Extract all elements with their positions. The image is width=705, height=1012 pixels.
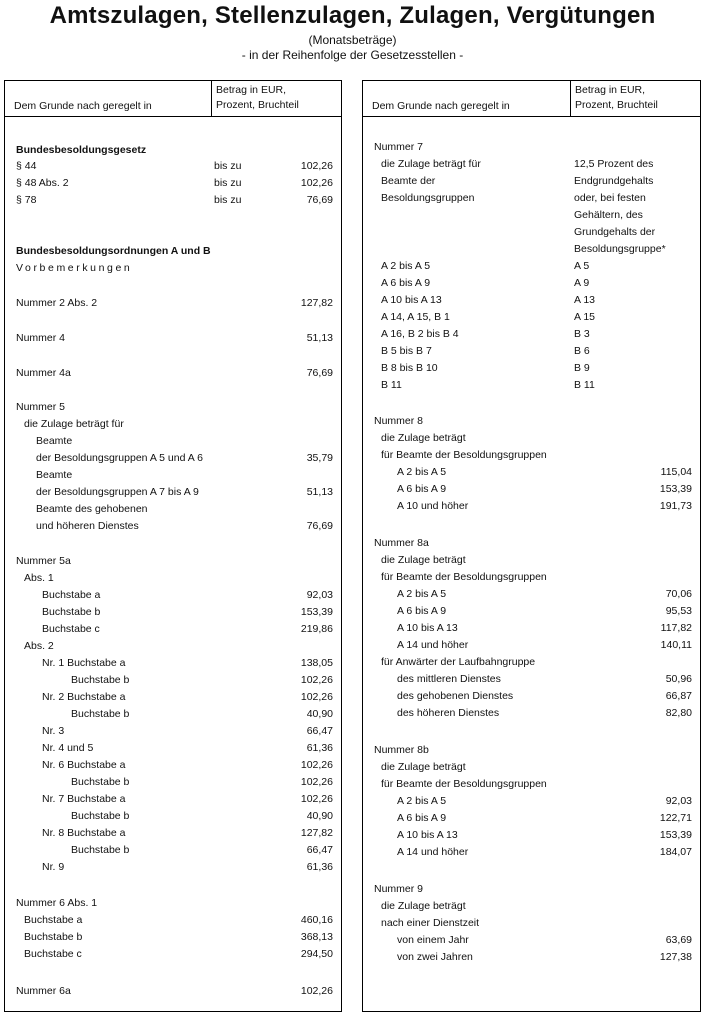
table-row [363,309,700,325]
row-label: A 14, A 15, B 1 [381,311,450,323]
row-label: von zwei Jahren [397,951,473,963]
row-amount: 51,13 [306,486,333,498]
page-subtitle-order: - in der Reihenfolge der Gesetzesstellen - [241,48,464,62]
row-amount: 127,38 [659,951,692,963]
row-label: Buchstabe c [24,948,82,960]
row-label: für Beamte der Besoldungsgruppen [381,778,547,790]
row-label: für Anwärter der Laufbahngruppe [381,656,536,668]
left-table-header [5,81,341,117]
table-row [363,156,700,172]
table-row [5,295,341,311]
row-rate-text: A 13 [574,294,596,306]
row-amount: 115,04 [660,466,692,478]
row-amount: 92,03 [306,589,333,601]
row-label: Nummer 7 [374,141,424,153]
table-row [363,688,700,704]
table-row [363,377,700,393]
row-label: Nr. 4 und 5 [42,742,94,754]
table-row [363,586,700,602]
table-row [363,569,700,585]
row-rate-text: B 9 [574,362,590,374]
table-row [5,672,341,688]
row-label: die Zulage beträgt [381,432,466,444]
row-label: Bundesbesoldungsgesetz [16,144,147,156]
row-amount: 66,47 [306,844,333,856]
table-row [5,399,341,415]
row-amount: 95,53 [665,605,692,617]
table-row [5,175,341,191]
table-row [363,241,700,257]
row-label: § 44 [16,160,37,172]
table-row [5,501,341,517]
row-amount: 102,26 [300,776,333,788]
table-row [5,553,341,569]
table-row [5,192,341,208]
row-amount: 184,07 [659,846,692,858]
table-row [5,142,341,158]
row-label: A 2 bis A 5 [397,588,447,600]
table-row [5,638,341,654]
row-label: Nummer 8 [374,415,424,427]
row-label: Beamte [36,469,73,481]
header-amount-label: Betrag in EUR, Prozent, Bruchteil [575,84,658,111]
table-row [5,723,341,739]
table-row [5,808,341,824]
row-amount: 102,26 [300,691,333,703]
row-label: A 10 bis A 13 [397,622,458,634]
row-label: Beamte [36,435,73,447]
table-row [363,810,700,826]
right-table-header [363,81,700,117]
table-row [363,671,700,687]
row-label: der Besoldungsgruppen A 7 bis A 9 [36,486,199,498]
table-row [363,759,700,775]
row-label: Nr. 7 Buchstabe a [42,793,126,805]
row-label: und höheren Dienstes [36,520,139,532]
table-row [363,413,700,429]
row-label: A 6 bis A 9 [397,812,447,824]
row-amount: 76,69 [306,520,333,532]
row-label: A 2 bis A 5 [381,260,431,272]
row-amount: 66,47 [306,725,333,737]
row-amount: 219,86 [300,623,333,635]
table-row [5,243,341,259]
row-label: A 10 und höher [397,500,469,512]
table-row [363,552,700,568]
table-row [363,932,700,948]
row-amount: 127,82 [300,827,333,839]
row-amount: 51,13 [306,332,333,344]
row-amount: 102,26 [300,160,333,172]
table-row [5,570,341,586]
table-row [5,740,341,756]
table-row [363,224,700,240]
row-amount: 460,16 [300,914,333,926]
row-label: Buchstabe a [24,914,83,926]
row-rate-text: 12,5 Prozent des [574,158,654,170]
table-row [363,705,700,721]
table-row [363,620,700,636]
row-label: Nummer 9 [374,883,424,895]
header-divider [211,81,212,116]
row-label: Nr. 6 Buchstabe a [42,759,126,771]
table-row [5,604,341,620]
row-label: Nummer 4a [16,367,71,379]
row-label: von einem Jahr [397,934,469,946]
row-amount: 127,82 [300,297,333,309]
row-amount: 140,11 [660,639,692,651]
row-amount: 117,82 [660,622,692,634]
table-row [363,498,700,514]
row-amount: 63,69 [665,934,692,946]
table-row [5,621,341,637]
row-amount: 40,90 [306,810,333,822]
table-row [363,447,700,463]
table-row [363,844,700,860]
row-qualifier: bis zu [214,177,242,189]
row-amount: 191,73 [659,500,692,512]
row-qualifier: bis zu [214,160,242,172]
row-label: A 6 bis A 9 [397,605,447,617]
row-label: A 16, B 2 bis B 4 [381,328,459,340]
row-label: des mittleren Dienstes [397,673,501,685]
row-label: für Beamte der Besoldungsgruppen [381,571,547,583]
table-row [363,742,700,758]
row-label: § 78 [16,194,37,206]
table-row [363,464,700,480]
table-row [5,587,341,603]
table-row [363,139,700,155]
row-label: die Zulage beträgt [381,554,466,566]
row-amount: 102,26 [300,985,333,997]
table-row [363,207,700,223]
row-label: Buchstabe b [71,844,130,856]
table-row [5,484,341,500]
table-row [5,433,341,449]
row-amount: 50,96 [665,673,692,685]
row-label: Buchstabe a [42,589,101,601]
table-row [5,983,341,999]
table-row [5,518,341,534]
table-row [5,825,341,841]
table-row [363,430,700,446]
row-amount: 76,69 [306,367,333,379]
row-amount: 61,36 [306,742,333,754]
row-label: § 48 Abs. 2 [16,177,69,189]
row-label: A 6 bis A 9 [381,277,431,289]
table-row [5,774,341,790]
row-qualifier: bis zu [214,194,242,206]
table-row [5,416,341,432]
table-row [5,655,341,671]
row-label: A 10 bis A 13 [397,829,458,841]
row-label: die Zulage beträgt für [381,158,481,170]
row-label: Beamte des gehobenen [36,503,148,515]
row-amount: 35,79 [306,452,333,464]
page-subtitle: (Monatsbeträge) [308,33,397,47]
row-label: B 11 [381,379,402,391]
table-row [363,343,700,359]
row-rate-text: Grundgehalts der [574,226,656,238]
row-rate-text: B 11 [574,379,595,391]
left-table [4,80,342,1012]
table-row [363,637,700,653]
row-label: Nummer 5a [16,555,71,567]
table-row [363,949,700,965]
row-amount: 153,39 [659,483,692,495]
table-row [363,881,700,897]
row-label: Beamte der [381,175,436,187]
table-row [5,757,341,773]
row-amount: 102,26 [300,759,333,771]
row-amount: 153,39 [659,829,692,841]
right-table [362,80,701,1012]
table-row [363,360,700,376]
row-rate-text: Gehältern, des [574,209,643,221]
header-basis-label: Dem Grunde nach geregelt in [372,100,510,112]
header-divider [570,81,571,116]
table-row [363,275,700,291]
row-label: Nummer 4 [16,332,66,344]
row-label: Abs. 2 [24,640,54,652]
row-label: Buchstabe b [71,674,130,686]
row-label: Nummer 8b [374,744,429,756]
row-label: nach einer Dienstzeit [381,917,480,929]
row-label: die Zulage beträgt [381,761,466,773]
row-label: Vorbemerkungen [16,262,133,274]
table-row [5,946,341,962]
row-rate-text: A 5 [574,260,590,272]
row-amount: 294,50 [300,948,333,960]
row-label: Buchstabe c [42,623,100,635]
row-label: A 6 bis A 9 [397,483,447,495]
row-label: Abs. 1 [24,572,54,584]
row-label: Nr. 1 Buchstabe a [42,657,126,669]
row-label: Buchstabe b [71,776,130,788]
table-row [363,603,700,619]
row-label: A 10 bis A 13 [381,294,442,306]
table-row [363,915,700,931]
row-label: Buchstabe b [42,606,101,618]
table-row [5,689,341,705]
row-label: Nr. 2 Buchstabe a [42,691,126,703]
row-label: Nummer 2 Abs. 2 [16,297,98,309]
table-row [363,793,700,809]
row-label: B 8 bis B 10 [381,362,438,374]
row-label: für Beamte der Besoldungsgruppen [381,449,547,461]
row-label: Buchstabe b [71,810,130,822]
table-row [5,791,341,807]
row-label: Besoldungsgruppen [381,192,475,204]
table-row [363,258,700,274]
row-label: Buchstabe b [24,931,83,943]
table-row [5,706,341,722]
row-label: Nummer 5 [16,401,66,413]
row-amount: 76,69 [306,194,333,206]
row-label: Buchstabe b [71,708,130,720]
table-row [363,173,700,189]
row-label: des höheren Dienstes [397,707,500,719]
row-label: B 5 bis B 7 [381,345,432,357]
row-amount: 92,03 [665,795,692,807]
page-title: Amtszulagen, Stellenzulagen, Zulagen, Vergütungen [49,2,656,29]
row-amount: 102,26 [300,674,333,686]
row-rate-text: Besoldungsgruppe* [574,243,666,255]
row-amount: 368,13 [300,931,333,943]
table-row [363,535,700,551]
row-amount: 66,87 [665,690,692,702]
table-row [5,895,341,911]
row-label: Nummer 6 Abs. 1 [16,897,98,909]
table-row [363,481,700,497]
row-rate-text: oder, bei festen [574,192,646,204]
table-row [363,190,700,206]
table-row [5,859,341,875]
row-label: der Besoldungsgruppen A 5 und A 6 [36,452,203,464]
row-label: Nr. 9 [42,861,65,873]
row-amount: 102,26 [300,793,333,805]
row-rate-text: A 9 [574,277,590,289]
row-rate-text: B 6 [574,345,590,357]
table-row [363,776,700,792]
row-label: Nummer 8a [374,537,429,549]
table-row [5,842,341,858]
row-label: Bundesbesoldungsordnungen A und B [16,245,211,257]
row-label: Nr. 8 Buchstabe a [42,827,126,839]
row-amount: 82,80 [665,707,692,719]
table-row [5,912,341,928]
table-row [5,467,341,483]
row-amount: 61,36 [306,861,333,873]
row-amount: 138,05 [300,657,333,669]
table-row [5,450,341,466]
row-label: die Zulage beträgt für [24,418,124,430]
row-label: Nr. 3 [42,725,65,737]
row-label: A 2 bis A 5 [397,466,447,478]
table-row [5,929,341,945]
row-amount: 102,26 [300,177,333,189]
row-amount: 70,06 [665,588,692,600]
table-row [5,260,341,276]
table-row [5,330,341,346]
row-label: A 14 und höher [397,846,469,858]
row-label: A 2 bis A 5 [397,795,447,807]
row-amount: 122,71 [659,812,692,824]
table-row [363,898,700,914]
table-row [363,292,700,308]
table-row [5,158,341,174]
row-rate-text: Endgrundgehalts [574,175,654,187]
row-rate-text: A 15 [574,311,596,323]
row-label: Nummer 6a [16,985,71,997]
table-row [363,654,700,670]
row-label: des gehobenen Dienstes [397,690,514,702]
row-label: die Zulage beträgt [381,900,466,912]
row-amount: 40,90 [306,708,333,720]
table-row [363,326,700,342]
table-row [363,827,700,843]
header-amount-label: Betrag in EUR, Prozent, Bruchteil [216,84,299,111]
table-row [5,365,341,381]
row-rate-text: B 3 [574,328,590,340]
header-basis-label: Dem Grunde nach geregelt in [14,100,152,112]
row-amount: 153,39 [300,606,333,618]
row-label: A 14 und höher [397,639,469,651]
